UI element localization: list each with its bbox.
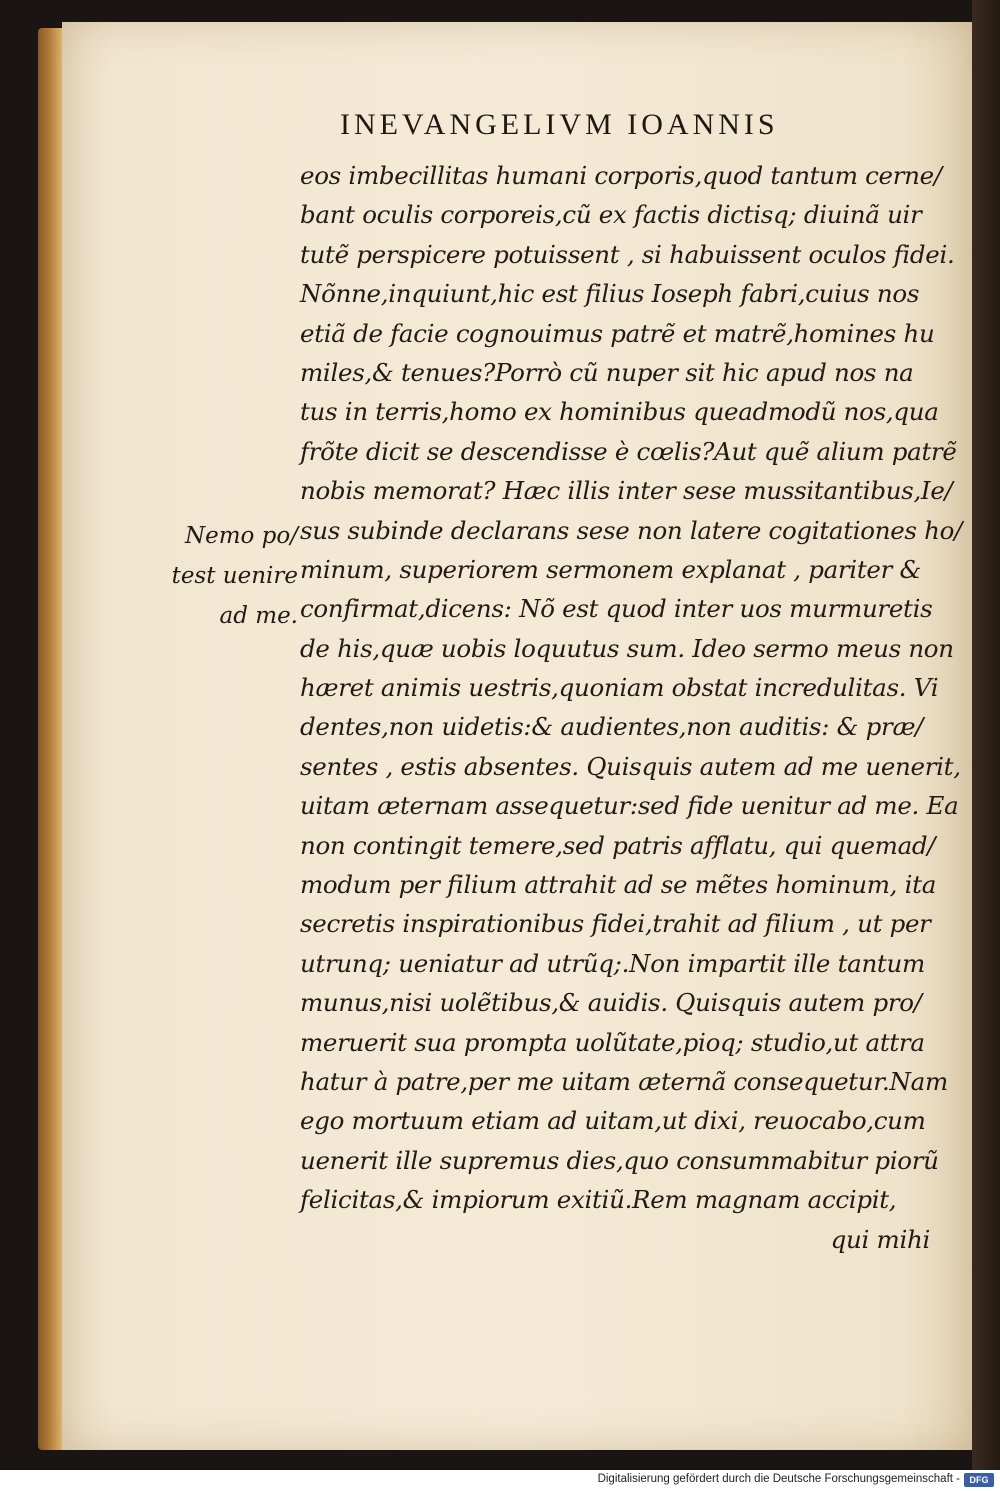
text-line: sentes , estis absentes. Quisquis autem ad me uenerit, xyxy=(300,751,961,781)
body-text xyxy=(300,156,963,1259)
text-line: secretis inspirationibus fidei,trahit ad filium , ut per xyxy=(300,909,931,939)
margin-note-line: test uenire xyxy=(171,563,298,589)
text-line: tus in terris,homo ex hominibus queadmodũ nos,qua xyxy=(300,397,939,427)
text-line: uenerit ille supremus dies,quo consummabitur piorũ xyxy=(300,1145,939,1175)
text-line: felicitas,& impiorum exitiũ.Rem magnam accipit, xyxy=(300,1185,897,1215)
text-line: minum, superiorem sermonem explanat , pariter & xyxy=(300,554,921,584)
text-line: bant oculis corporeis,cũ ex factis dictisq; diuinã uir xyxy=(300,200,922,230)
text-line: frõte dicit se descendisse è cœlis?Aut quẽ alium patrẽ xyxy=(300,436,957,466)
text-line: nobis memorat? Hæc illis inter sese mussitantibus,Ie/ xyxy=(300,476,953,506)
text-line: sus subinde declarans sese non latere cogitationes ho/ xyxy=(300,515,963,545)
text-line: miles,& tenues?Porrò cũ nuper sit hic apud nos na xyxy=(300,357,914,387)
text-line: utrunq; ueniatur ad utrũq;.Non impartit ille tantum xyxy=(300,948,925,978)
footer-credit: Digitalisierung gefördert durch die Deutsche Forschungsgemeinschaft - xyxy=(597,1473,960,1485)
margin-note-line: Nemo po/ xyxy=(184,523,298,549)
running-head: INEVANGELIVM IOANNIS xyxy=(340,108,779,141)
text-line: tutẽ perspicere potuissent , si habuissent oculos fidei. xyxy=(300,239,955,269)
text-line: etiã de facie cognouimus patrẽ et matrẽ,homines hu xyxy=(300,318,935,348)
text-line: uitam æternam assequetur:sed fide uenitur ad me. Ea xyxy=(300,791,959,821)
page-gutter xyxy=(972,0,1000,1470)
text-line: qui mihi xyxy=(830,1224,930,1254)
dfg-logo: DFG xyxy=(964,1473,994,1487)
text-line: munus,nisi uolẽtibus,& auidis. Quisquis autem pro/ xyxy=(300,988,922,1018)
text-line: ego mortuum etiam ad uitam,ut dixi, reuocabo,cum xyxy=(300,1106,926,1136)
text-line: hæret animis uestris,quoniam obstat incredulitas. Vi xyxy=(300,673,939,703)
margin-note-line: ad me. xyxy=(219,603,298,629)
text-line: confirmat,dicens: Nõ est quod inter uos murmuretis xyxy=(300,594,933,624)
text-line: de his,quæ uobis loquutus sum. Ideo sermo meus non xyxy=(300,633,954,663)
text-line: hatur à patre,per me uitam æternã consequetur.Nam xyxy=(300,1066,948,1096)
text-line: non contingit temere,sed patris afflatu, qui quemad/ xyxy=(300,830,936,860)
text-line: eos imbecillitas humani corporis,quod tantum cerne/ xyxy=(300,161,942,190)
text-line: dentes,non uidetis:& audientes,non auditis: & præ/ xyxy=(300,712,924,742)
text-line: modum per filium attrahit ad se mẽtes hominum, ita xyxy=(300,870,937,900)
margin-note xyxy=(150,516,298,636)
text-line: meruerit sua prompta uolũtate,pioq; studio,ut attra xyxy=(300,1027,925,1057)
footer-bar xyxy=(0,1470,1000,1491)
text-line: Nõnne,inquiunt,hic est filius Ioseph fabri,cuius nos xyxy=(300,279,920,309)
